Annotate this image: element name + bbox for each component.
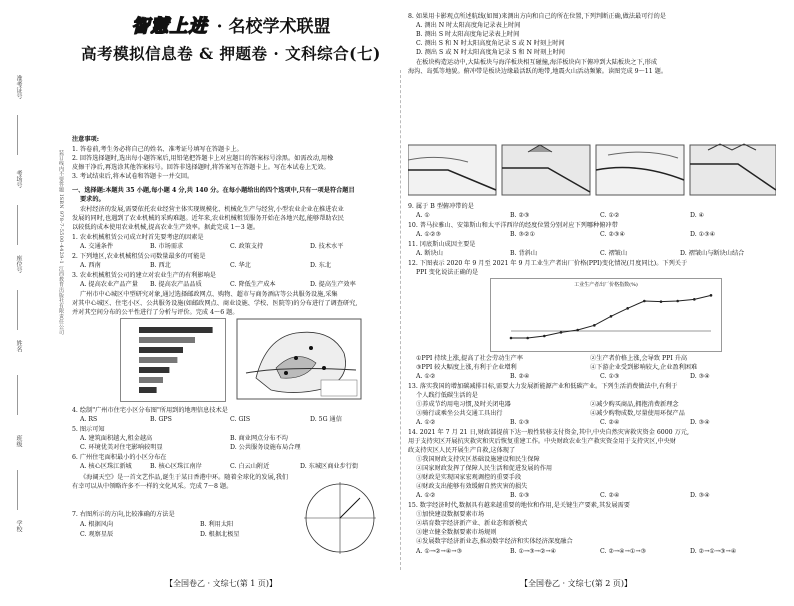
question-2: 2. 下列地区,农业机械租赁公司数量最多的可能是 bbox=[72, 253, 206, 260]
note-line: 3. 考试结束后,将本试卷和答题卡一并交回。 bbox=[72, 173, 194, 180]
ppi-point bbox=[576, 329, 579, 332]
option: A. ①②③ bbox=[416, 231, 442, 238]
option: C. ②④ bbox=[600, 419, 620, 426]
margin-label-xm: 姓名 bbox=[15, 340, 22, 352]
question-10: 10. 普马拉雅山、安第斯山和太平洋西岸的经度位置分别对应下列哪种俯冲带 bbox=[408, 222, 618, 229]
option: C. 褶皱山 bbox=[600, 250, 628, 257]
option: C. ②③④ bbox=[600, 231, 626, 238]
passage-line: 海沟、岛弧等地貌。俯冲带是板块边缘最活跃的地带,地震火山活动频繁。读图完成 9～11 题。 bbox=[408, 68, 668, 75]
option: ④减少购物成数,尽量使用环保产品 bbox=[590, 410, 685, 417]
option: C. 政策支持 bbox=[230, 243, 264, 250]
bar bbox=[139, 337, 195, 343]
option: ④发展数字经济新业态,推动数字经济和实体经济深度融合 bbox=[416, 538, 573, 545]
option: C. ②→④→①→③ bbox=[600, 548, 647, 555]
page-title: 高考模拟信息卷 & 押题卷 · 文科综合(七) bbox=[81, 44, 381, 63]
ppi-line-chart bbox=[490, 278, 722, 352]
binding-cut-line: 装订线内不要答题 ISBN 978-7-5500-4429-1 江西教育出版社有限责任公司 bbox=[58, 150, 64, 335]
option: A. 交通条件 bbox=[80, 243, 114, 250]
question-12-cont: PPI 变化说法正确的是 bbox=[416, 269, 479, 276]
option: B. 测出 S 时太阳高度角记录表上时间 bbox=[416, 31, 520, 38]
option: B. ①③ bbox=[510, 492, 530, 499]
bar bbox=[139, 367, 169, 373]
city-map-figure bbox=[236, 318, 362, 400]
bar-chart bbox=[121, 319, 225, 401]
option: C. 降低生产成本 bbox=[230, 281, 276, 288]
option: B. ②③ bbox=[510, 212, 530, 219]
option: B. 西北 bbox=[150, 262, 171, 269]
note-line: 2. 回答选择题时,选出每小题答案后,用铅笔把答题卡上对应题目的答案标号涂黑。如需改动,用橡 bbox=[72, 155, 334, 162]
option: C. 测出 S 和 N 时太阳高度角记录 S 或 N 时刻上时间 bbox=[416, 40, 565, 47]
option: A. 根据风向 bbox=[80, 521, 114, 528]
option: B. ①→③→②→④ bbox=[510, 548, 557, 555]
option: C. ②④ bbox=[600, 492, 620, 499]
option: B. ②④ bbox=[510, 373, 530, 380]
option: D. 根据北极星 bbox=[200, 531, 240, 538]
option: B. 提高农产品品质 bbox=[150, 281, 202, 288]
option: A. ①② bbox=[416, 373, 436, 380]
section-heading-2: 要求的。 bbox=[80, 196, 105, 203]
option: C. ①③ bbox=[600, 373, 620, 380]
option: D. 测出 S 或 N 时太阳高度角记录 S 和 N 时刻上时间 bbox=[416, 49, 565, 56]
bar bbox=[139, 327, 213, 333]
bar bbox=[139, 387, 157, 393]
option: A. 西南 bbox=[80, 262, 101, 269]
question-4: 4. 绘制"广州市住宅小区分布图"所用到的地理信息技术是 bbox=[72, 407, 228, 414]
question-6: 6. 广州住宅面积最小的小区分布在 bbox=[72, 454, 167, 461]
option: ①养成节约用电习惯,及时关闭电器 bbox=[416, 401, 511, 408]
question-1: 1. 农业机械租赁公司成立时首先要考虑的因素是 bbox=[72, 234, 204, 241]
ppi-line-svg bbox=[491, 279, 721, 351]
option: ①PPI 持续上涨,提高了社会劳动生产率 bbox=[416, 355, 523, 362]
option: D. ②→①→③→④ bbox=[690, 548, 737, 555]
option: D. ③④ bbox=[690, 492, 710, 499]
diagram-4 bbox=[690, 144, 776, 195]
bar bbox=[139, 377, 163, 383]
option: ①我国财政支持灾区基础设施建设和民生保障 bbox=[416, 456, 540, 463]
option: ②减少购买商品,拥抱消费新理念 bbox=[590, 401, 679, 408]
note-line: 1. 答卷前,考生务必将自己的姓名、准考证号填写在答题卡上。 bbox=[72, 146, 243, 153]
option: A. 提高农业产品产量 bbox=[80, 281, 138, 288]
option: A. 断块山 bbox=[416, 250, 443, 257]
option: D. 褶皱山与断块山结合 bbox=[680, 250, 745, 257]
option: D. 技术水平 bbox=[310, 243, 344, 250]
ppi-point bbox=[510, 337, 513, 340]
question-8: 8. 如果用卡影观点所述航线(如图)来测出方向和自己的所在位置,下列判断正确,做法最可行的是 bbox=[408, 13, 666, 20]
option: D. ③④ bbox=[690, 419, 710, 426]
passage-line: 并对其空间分布的公平性进行了分析与评价。完成 4～6 题。 bbox=[72, 309, 239, 316]
diagram-3 bbox=[596, 145, 684, 195]
passage-line: 广州市中心城区中型研究对象,通过选择邮政网点、购物、超市与商务酒店等公共服务设施,采集 bbox=[80, 291, 338, 298]
passage-line: 政支持灾区人民开展生产自救,这体现了 bbox=[408, 447, 516, 454]
question-9: 9. 属于 B 型俯冲带的是 bbox=[408, 203, 474, 210]
ppi-point bbox=[676, 300, 679, 303]
margin-label-bj: 班级 bbox=[15, 435, 22, 447]
column-divider bbox=[400, 70, 401, 570]
question-13-cont: 个人践行低碳生活的是 bbox=[416, 392, 478, 399]
option: D. 东城区商业步行街 bbox=[300, 463, 359, 470]
bar bbox=[139, 357, 177, 363]
option: ③建立健全数据要素市场规则 bbox=[416, 529, 497, 536]
option: D. ④ bbox=[690, 212, 705, 219]
question-11: 11. 冈底斯山成因主要是 bbox=[408, 241, 476, 248]
margin-label-xx: 学校 bbox=[15, 520, 22, 532]
option: C. 环境优美对住宅影响较明显 bbox=[80, 444, 163, 451]
footer-left: 【全国卷乙 · 文综七(第 1 页)】 bbox=[165, 579, 278, 588]
option: B. 利用太阳 bbox=[200, 521, 234, 528]
ppi-point bbox=[593, 324, 596, 327]
compass-figure bbox=[300, 478, 380, 558]
section-heading: 一、选择题:本题共 35 小题,每小题 4 分,共 140 分。在每小题给出的四个选项中,只有一项是符合题目 bbox=[72, 187, 355, 194]
option: C. 白云山附近 bbox=[230, 463, 270, 470]
option: ③财政是实现国家宏观调控的重要手段 bbox=[416, 474, 522, 481]
option: B. ③②① bbox=[510, 231, 536, 238]
header-logo bbox=[66, 12, 396, 38]
option: D. ①③④ bbox=[690, 231, 716, 238]
option: A. ① bbox=[416, 212, 430, 219]
ppi-point bbox=[543, 335, 546, 338]
option: ②国家财政发挥了保障人民生活和促进发展的作用 bbox=[416, 465, 553, 472]
ppi-point bbox=[626, 307, 629, 310]
bar bbox=[139, 347, 183, 353]
question-7: 7. 右图所示的方向,比较准确的方法是 bbox=[72, 511, 175, 518]
margin-label-zkzh: 准考证号 bbox=[15, 75, 22, 99]
passage-line: 发展的同时,也遇到了农业机械的采购难题。近年来,农业机械租赁服务开始在各地兴起,能够帮助农民 bbox=[72, 215, 344, 222]
question-5: 5. 图示可知 bbox=[72, 426, 105, 433]
option: C. ①② bbox=[600, 212, 620, 219]
option: ③PPI 较大幅度上涨,有利于企业增利 bbox=[416, 364, 517, 371]
passage-line: 《海阔天空》是一首文艺作品,诞生于某日香港中环。随着全球化的发展,我们 bbox=[80, 474, 289, 481]
passage-line: 对其中心城区、住宅小区、公共服务设施(如邮政网点、商业设施、学校、医院等)的分布进行了调查研究, bbox=[72, 300, 358, 307]
option: ②培育数字经济新产业、新业态和新模式 bbox=[416, 520, 528, 527]
margin-label-zwh: 座位号 bbox=[15, 255, 22, 273]
notes-heading: 注意事项: bbox=[72, 136, 100, 143]
option: ②生产者价格上涨,会导致 PPI 升高 bbox=[590, 355, 688, 362]
option: D. 5G 通信 bbox=[310, 416, 342, 423]
option: A. 核心区珠江新城 bbox=[80, 463, 132, 470]
option: ③骑行或乘坐公共交通工具出行 bbox=[416, 410, 503, 417]
passage-line: 有幸可以从中领略许多不一样的文化风采。完成 7～8 题。 bbox=[72, 483, 233, 490]
ppi-point bbox=[526, 337, 529, 340]
diagram-1 bbox=[408, 145, 496, 195]
option: C. GIS bbox=[230, 416, 251, 423]
question-14: 14. 2021 年 7 月 21 日,财政部提前下达一般性转移支付资金,其中,中央自然灾害救灾资金 6000 万元, bbox=[408, 429, 689, 436]
option: B. ①③ bbox=[510, 419, 530, 426]
binding-margin bbox=[14, 75, 78, 575]
diagram-2 bbox=[502, 145, 590, 195]
ppi-point bbox=[610, 315, 613, 318]
question-3: 3. 农业机械租赁公司的建立对农业生产的有利影响是 bbox=[72, 272, 216, 279]
org-name: · 名校学术联盟 bbox=[216, 17, 331, 37]
question-13: 13. 落实我国的增加碳减排目标,需要大力发展新能源产业和低碳产业。下列生活消费做法中,有利于 bbox=[408, 383, 678, 390]
passage-line: 在板块构造运动中,大陆板块与海洋板块相互碰撞,海洋板块向下俯冲到大陆板块之下,形成 bbox=[416, 59, 658, 66]
margin-label-kch: 考场号 bbox=[15, 170, 22, 188]
option: B. 核心区珠江南岸 bbox=[150, 463, 202, 470]
option: D. ③④ bbox=[690, 373, 710, 380]
note-line: 皮擦干净后,再选涂其他答案标号。回答非选择题时,将答案写在答题卡上。写在本试卷上无效。 bbox=[72, 164, 330, 171]
ppi-point bbox=[710, 294, 713, 297]
option: ①加快建设数据要素市场 bbox=[416, 511, 485, 518]
option: A. 测出 N 时太阳高度角记录表上时间 bbox=[416, 22, 521, 29]
ppi-point bbox=[660, 300, 663, 303]
option: C. 观察星辰 bbox=[80, 531, 114, 538]
chart-title: 工业生产者出厂价格指数(%) bbox=[574, 282, 638, 288]
ppi-point bbox=[643, 300, 646, 303]
passage-line: 用于支持灾区开展抗灾救灾和灾后恢复重建工作。中央财政农业生产救灾资金用于支持灾区,中央财 bbox=[408, 438, 677, 445]
option: ④财政支出能够有效缓解自然灾害的损失 bbox=[416, 483, 528, 490]
subduction-diagrams bbox=[408, 140, 776, 200]
option: D. 提高生产效率 bbox=[310, 281, 356, 288]
option: D. 东北 bbox=[310, 262, 332, 269]
passage-line: 以较低的成本使用农业机械,提高农业生产效率。据此完成 1～3 题。 bbox=[72, 224, 260, 231]
option: D. 公共服务设施布局合理 bbox=[230, 444, 301, 451]
ppi-point bbox=[560, 331, 563, 334]
bar-chart-figure bbox=[120, 318, 226, 402]
option: A. ①② bbox=[416, 419, 436, 426]
option: B. 背斜山 bbox=[510, 250, 538, 257]
option: A. ①② bbox=[416, 492, 436, 499]
option: ④下游企业受到影响较大,企业盈利困难 bbox=[590, 364, 698, 371]
question-15: 15. 数字经济时代,数据具有越来越重要的地位和作用,是关键生产要素,其发展需要 bbox=[408, 502, 630, 509]
option: A. ①→②→④→③ bbox=[416, 548, 463, 555]
footer-right: 【全国卷乙 · 文综七(第 2 页)】 bbox=[520, 579, 633, 588]
ppi-point bbox=[693, 298, 696, 301]
option: A. 建筑面积越大,租金越高 bbox=[80, 435, 153, 442]
option: B. 商业网点分布不均 bbox=[230, 435, 288, 442]
passage-line: 农村经济的发展,需要依托农业经营主体实现规模化、机械化生产与经营,小型农业企业在推进农业 bbox=[80, 206, 344, 213]
question-12: 12. 下图表示 2020 年 9 月至 2021 年 9 月工业生产者出厂价格(PPI)变化情况(月度同比)。下列关于 bbox=[408, 260, 688, 267]
map-drawing bbox=[236, 318, 362, 400]
option: B. 市场需求 bbox=[150, 243, 184, 250]
option: C. 华北 bbox=[230, 262, 251, 269]
option: A. RS bbox=[80, 416, 98, 423]
brand-logo: 智慧上进 bbox=[131, 16, 208, 37]
option: B. GPS bbox=[150, 416, 172, 423]
